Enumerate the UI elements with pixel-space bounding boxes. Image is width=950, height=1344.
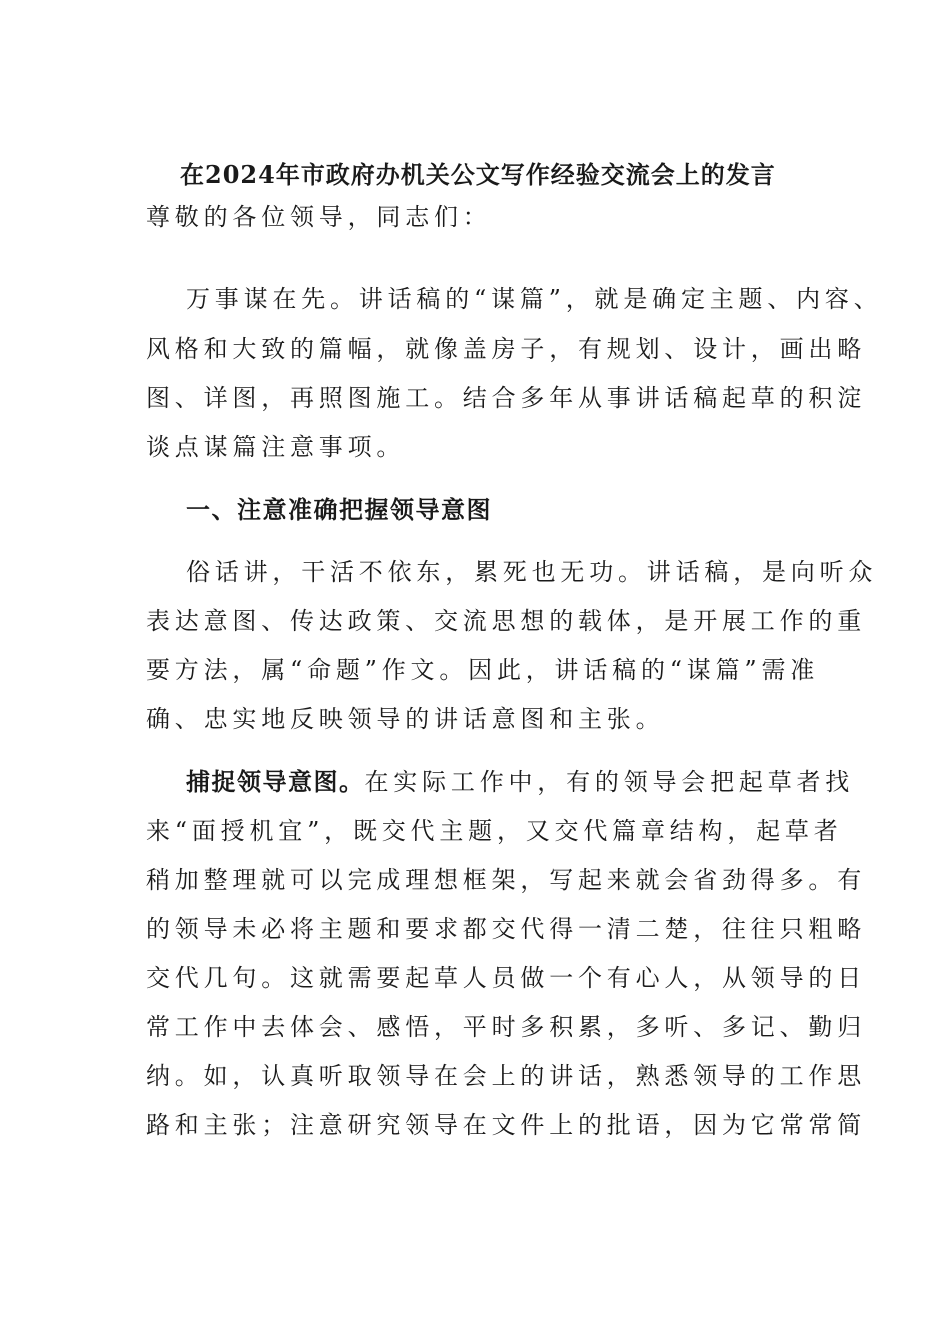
intro-line-4: 谈点谋篇注意事项。	[146, 433, 406, 461]
section-para-line-4: 确、忠实地反映领导的讲话意图和主张。	[146, 705, 665, 733]
point-para-line-1	[186, 765, 855, 799]
point-para-line-6: 常工作中去体会、感悟，平时多积累，多听、多记、勤归	[146, 1013, 866, 1041]
intro-line-2: 风格和大致的篇幅，就像盖房子，有规划、设计，画出略	[146, 335, 866, 363]
point-lead: 捕捉领导意图。	[186, 767, 365, 796]
point-para-line-5: 交代几句。这就需要起草人员做一个有心人，从领导的日	[146, 964, 866, 992]
point-para-line-4: 的领导未必将主题和要求都交代得一清二楚，往往只粗略	[146, 915, 866, 943]
point-para-line-3: 稍加整理就可以完成理想框架，写起来就会省劲得多。有	[146, 866, 866, 894]
point-para-line-7: 纳。如，认真听取领导在会上的讲话，熟悉领导的工作思	[146, 1062, 866, 1090]
section-para-line-3: 要方法，属“命题”作文。因此，讲话稿的“谋篇”需准	[146, 656, 820, 684]
section-para-line-1: 俗话讲，干活不依东，累死也无功。讲话稿，是向听众	[186, 558, 878, 586]
section-heading: 一、注意准确把握领导意图	[186, 495, 492, 524]
intro-line-3: 图、详图，再照图施工。结合多年从事讲话稿起草的积淀	[146, 384, 866, 412]
point-para-line-2: 来“面授机宜”，既交代主题，又交代篇章结构，起草者	[146, 817, 843, 845]
intro-line-1: 万事谋在先。讲话稿的“谋篇”，就是确定主题、内容、	[186, 285, 883, 313]
salutation: 尊敬的各位领导，同志们：	[146, 203, 492, 231]
point-first-line-rest: 在实际工作中，有的领导会把起草者找	[364, 768, 855, 796]
point-para-line-8: 路和主张；注意研究领导在文件上的批语，因为它常常简	[146, 1111, 866, 1139]
section-para-line-2: 表达意图、传达政策、交流思想的载体，是开展工作的重	[146, 607, 866, 635]
document-title: 在2024年市政府办机关公文写作经验交流会上的发言	[180, 160, 776, 189]
